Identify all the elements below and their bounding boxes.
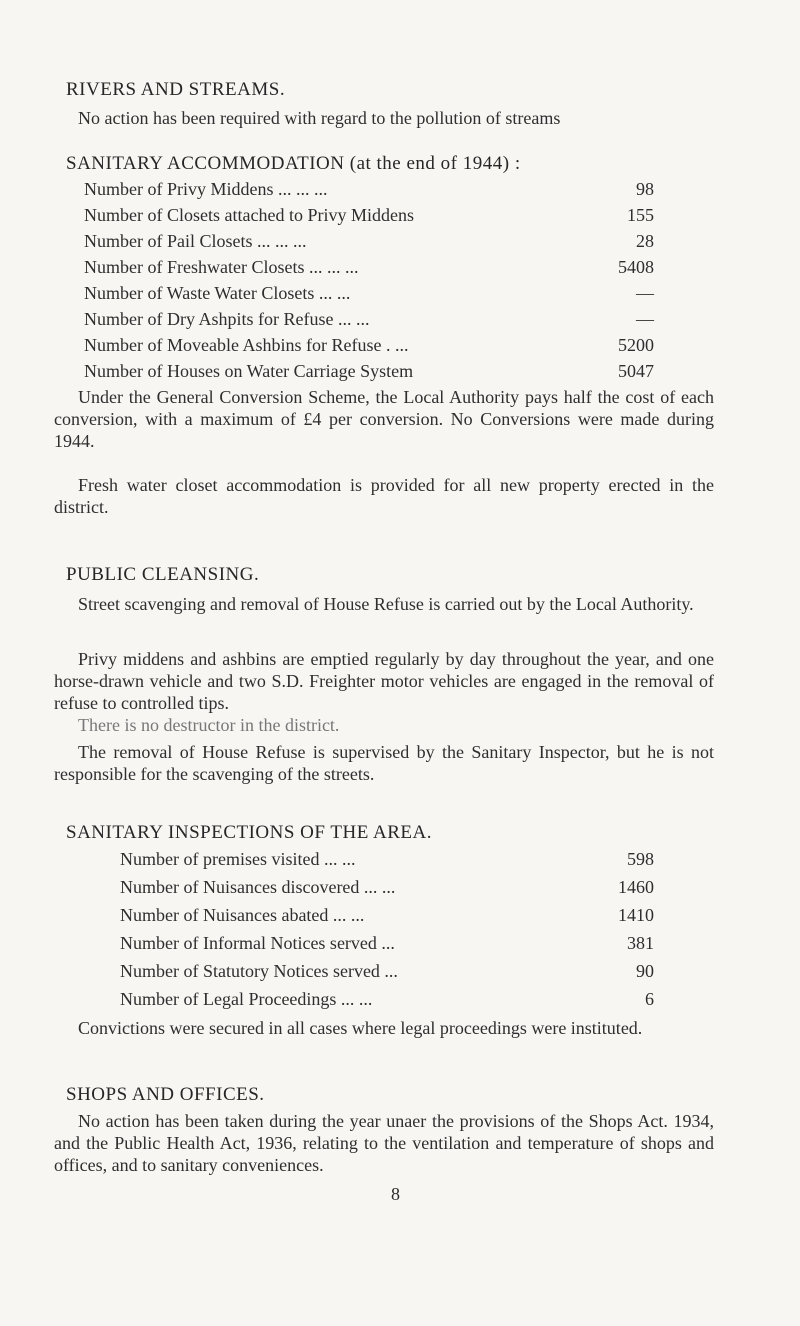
list-item: Number of Privy Middens ... ... ... 98 [84,179,654,199]
rivers-text: No action has been required with regard to the pollution of streams [78,108,561,128]
page-number: 8 [391,1184,400,1204]
convictions-paragraph: Convictions were secured in all cases where legal proceedings were instituted. [78,1018,643,1038]
list-item: Number of premises visited ... ... 598 [120,849,654,869]
fresh-water-paragraph: Fresh water closet accommodation is provided for all new property erected in the district. [54,475,714,517]
list-item: Number of Nuisances abated ... ... 1410 [120,905,654,925]
list-item: Number of Dry Ashpits for Refuse ... ... — [84,309,654,329]
cleansing-paragraph-3: There is no destructor in the district. [78,715,340,735]
list-item: Number of Freshwater Closets ... ... ... 5408 [84,257,654,277]
list-item: Number of Legal Proceedings ... ... 6 [120,989,654,1009]
list-item: Number of Houses on Water Carriage System 5047 [84,361,654,381]
list-item: Number of Nuisances discovered ... ... 1460 [120,877,654,897]
shops-paragraph: No action has been taken during the year unaer the provisions of the Shops Act. 1934, and the Public Health Act, 1936, relating to the ventilation and temperature of shops and offices, and to sanitary conveniences. [54,1111,714,1175]
cleansing-heading: PUBLIC CLEANSING. [66,564,260,585]
list-item: Number of Informal Notices served ... 381 [120,933,654,953]
rivers-heading: RIVERS AND STREAMS. [66,79,286,100]
cleansing-paragraph-1: Street scavenging and removal of House Refuse is carried out by the Local Authority. [78,594,694,614]
list-item: Number of Waste Water Closets ... ... — [84,283,654,303]
list-item: Number of Statutory Notices served ... 90 [120,961,654,981]
cleansing-paragraph-2: Privy middens and ashbins are emptied regularly by day throughout the year, and one horse-drawn vehicle and two S.D. Freighter motor vehicles are engaged in the removal of refuse to controlled tips. [54,649,714,713]
inspections-heading: SANITARY INSPECTIONS OF THE AREA. [66,822,432,843]
list-item: Number of Moveable Ashbins for Refuse . ... 5200 [84,335,654,355]
accommodation-heading: SANITARY ACCOMMODATION (at the end of 1944) : [66,153,521,174]
list-item: Number of Closets attached to Privy Middens 155 [84,205,654,225]
list-item: Number of Pail Closets ... ... ... 28 [84,231,654,251]
conversion-paragraph: Under the General Conversion Scheme, the Local Authority pays half the cost of each conversion, with a maximum of £4 per conversion. No Conversions were made during 1944. [54,387,714,451]
shops-heading: SHOPS AND OFFICES. [66,1084,265,1105]
cleansing-paragraph-4: The removal of House Refuse is supervised by the Sanitary Inspector, but he is not responsible for the scavenging of the streets. [54,742,714,784]
